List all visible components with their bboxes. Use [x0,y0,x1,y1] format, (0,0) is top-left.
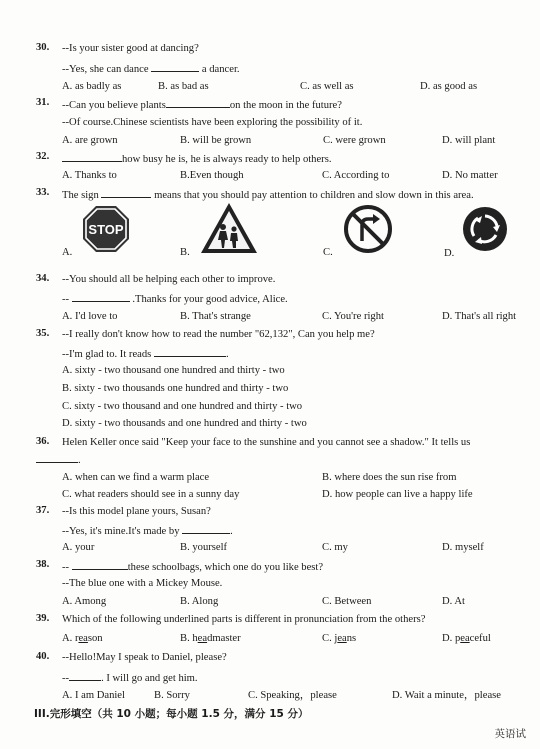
question-stem: --Is your sister good at dancing? [62,43,199,54]
question-stem: --Can you believe plants on the moon in the future? [62,97,342,112]
option-a: A. sixty - two thousand one hundred and thirty - two [62,365,285,376]
option-d: D. will plant [442,135,496,146]
option-a: A. when can we find a warm place [62,472,210,483]
question-number: 32. [36,151,50,162]
question-number: 39. [36,613,50,624]
option-c: C. According to [322,170,390,181]
option-d: D. as good as [420,81,478,92]
question-stem: --You should all be helping each other to improve. [62,274,276,285]
answer-blank [72,291,130,302]
option-b: B. will be grown [180,135,252,146]
question-stem: --The blue one with a Mickey Mouse. [62,578,223,589]
answer-blank [62,151,122,162]
question-number: 31. [36,97,50,108]
answer-blank [151,61,199,72]
page-footer: 英语试 [494,728,526,740]
option-a: A. reason [62,633,103,644]
option-c: C. as well as [300,81,354,92]
answer-blank [69,670,101,681]
answer-blank [182,523,230,534]
option-a: A. your [62,542,95,553]
question-stem: --Hello!May I speak to Daniel, please? [62,652,227,663]
question-number: 37. [36,505,50,516]
option-b: B. Sorry [154,690,190,701]
question-stem: -- . I will go and get him. [62,670,198,685]
answer-blank [72,559,128,570]
question-number: 34. [36,273,50,284]
option-d: D. That's all right [442,311,517,322]
option-c: C. Between [322,596,372,607]
answer-blank [101,187,151,198]
question-number: 38. [36,559,50,570]
option-d: D. Wait a minute，please [392,690,501,701]
option-c: C. what readers should see in a sunny day [62,489,240,500]
option-a: A. are grown [62,135,118,146]
question-number: 35. [36,328,50,339]
answer-blank [154,346,226,357]
question-stem: The sign means that you should pay attention to children and slow down in this area. [62,187,474,202]
option-d: D. [444,248,455,259]
answer-blank [36,452,78,463]
roundabout-sign-icon [462,206,508,252]
option-b: B. headmaster [180,633,241,644]
option-a: A. I'd love to [62,311,118,322]
option-b: B. as bad as [158,81,209,92]
question-stem: how busy he is, he is always ready to help others. [62,151,331,166]
option-d: D. peaceful [442,633,491,644]
children-crossing-sign-icon [200,202,258,254]
option-b: B. That's strange [180,311,251,322]
question-stem: -- these schoolbags, which one do you like best? [62,559,323,574]
option-d: D. sixty - two thousands and one hundred and thirty - two [62,418,307,429]
question-number: 36. [36,436,50,447]
option-b: B. [180,247,190,258]
option-c: C. sixty - two thousand and one hundred and thirty - two [62,401,303,412]
question-number: 33. [36,187,50,198]
option-b: B. yourself [180,542,228,553]
no-turn-sign-icon [344,205,392,253]
option-d: D. No matter [442,170,498,181]
question-stem: --I really don't know how to read the number "62,132", Can you help me? [62,329,375,340]
option-c: C. my [322,542,348,553]
question-stem: . [36,452,81,467]
question-number: 30. [36,42,50,53]
option-b: B. Along [180,596,219,607]
question-stem: --Of course.Chinese scientists have been exploring the possibility of it. [62,117,363,128]
option-a: A. Thanks to [62,170,117,181]
option-d: D. myself [442,542,484,553]
option-b: B.Even though [180,170,244,181]
question-number: 40. [36,651,50,662]
answer-blank [166,97,230,108]
stop-sign-icon [82,205,130,253]
option-b: B. where does the sun rise from [322,472,457,483]
option-c: C. were grown [323,135,386,146]
question-stem: Helen Keller once said "Keep your face to the sunshine and you cannot see a shadow." It tells us [62,437,471,448]
question-stem: --Is this model plane yours, Susan? [62,506,211,517]
question-stem: --I'm glad to. It reads . [62,346,229,361]
option-b: B. sixty - two thousands one hundred and thirty - two [62,383,289,394]
option-a: A. Among [62,596,107,607]
stop-sign-text: STOP [88,222,124,237]
option-d: D. At [442,596,465,607]
section-heading: III.完形填空（共 10 小题；每小题 1.5 分，满分 15 分） [34,708,309,720]
option-a: A. I am Daniel [62,690,125,701]
option-a: A. [62,247,73,258]
option-c: C. [323,247,333,258]
question-stem: Which of the following underlined parts is different in pronunciation from the others? [62,614,426,625]
question-stem: --Yes, it's mine.It's made by . [62,523,233,538]
option-c: C. jeans [322,633,357,644]
option-d: D. how people can live a happy life [322,489,473,500]
question-stem: -- .Thanks for your good advice, Alice. [62,291,288,306]
option-c: C. You're right [322,311,384,322]
option-a: A. as badly as [62,81,122,92]
question-stem: --Yes, she can dance a dancer. [62,61,240,76]
option-c: C. Speaking，please [248,690,337,701]
